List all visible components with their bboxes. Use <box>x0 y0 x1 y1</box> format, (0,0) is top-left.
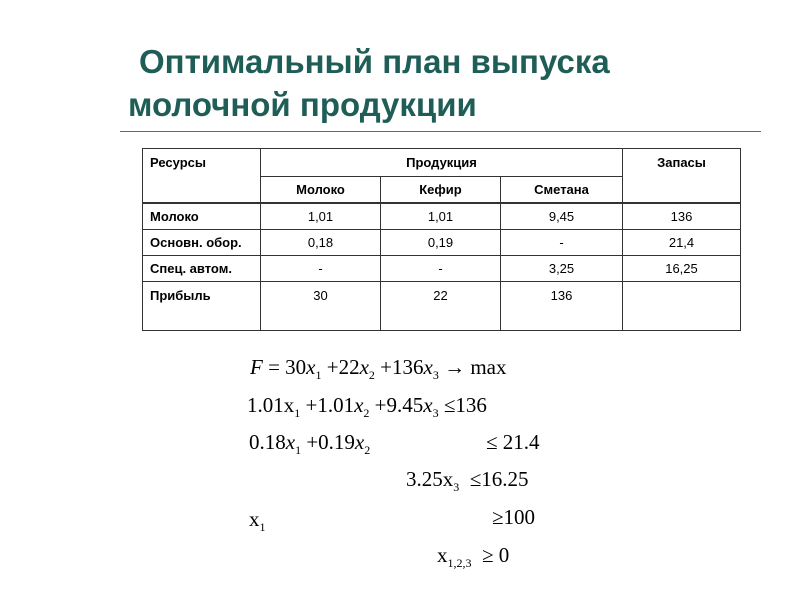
table-cell: 3,25 <box>501 256 623 282</box>
header-resources: Ресурсы <box>143 149 261 204</box>
table-cell: 9,45 <box>501 203 623 230</box>
constraint-1: $1.01x_1 +1.01x_2 +9.45x_3 \le 136$ <box>247 393 487 420</box>
page-title <box>128 40 728 126</box>
header-product-kefir: Кефир <box>381 177 501 204</box>
constraint-2-bound: ≤ 21.4 <box>486 430 540 454</box>
constraint-4-bound: ≥100 <box>492 505 536 529</box>
header-products: Продукция <box>261 149 623 177</box>
constraint-2: $0.18x_1 +0.19x_2$ <box>249 430 371 457</box>
objective-function: $F = 30x_1 +22x_2 +136x_3 \to \max$ <box>250 355 507 382</box>
table-cell: 0,18 <box>261 230 381 256</box>
title-line-2: молочной продукции <box>128 86 477 123</box>
table-row <box>143 230 741 256</box>
table-row <box>143 256 741 282</box>
header-product-sour-cream: Сметана <box>501 177 623 204</box>
header-stock: Запасы <box>623 149 741 204</box>
table-cell: 136 <box>501 282 623 331</box>
row-label: Основн. обор. <box>143 230 261 256</box>
row-label: Прибыль <box>143 282 261 331</box>
table-cell <box>623 282 741 331</box>
table-cell: - <box>501 230 623 256</box>
title-line-1: Оптимальный план выпуска <box>139 43 610 80</box>
table-cell: - <box>261 256 381 282</box>
table-cell: 16,25 <box>623 256 741 282</box>
table-cell: - <box>381 256 501 282</box>
header-product-milk: Молоко <box>261 177 381 204</box>
table-cell: 0,19 <box>381 230 501 256</box>
table-cell: 1,01 <box>381 203 501 230</box>
table-cell: 30 <box>261 282 381 331</box>
table-cell: 22 <box>381 282 501 331</box>
constraint-5: $x_{1,2,3} \ge 0$ <box>437 543 510 570</box>
constraint-4-var: $x_1$ <box>249 507 266 534</box>
table-cell: 21,4 <box>623 230 741 256</box>
table-header-row <box>143 149 741 177</box>
title-divider <box>120 131 761 132</box>
constraint-3: $3.25x_3 \le 16.25$ <box>406 467 529 494</box>
table-cell: 1,01 <box>261 203 381 230</box>
row-label: Молоко <box>143 203 261 230</box>
table-row <box>143 282 741 331</box>
resources-table <box>142 148 741 331</box>
table-cell: 136 <box>623 203 741 230</box>
table-row <box>143 203 741 230</box>
row-label: Спец. автом. <box>143 256 261 282</box>
